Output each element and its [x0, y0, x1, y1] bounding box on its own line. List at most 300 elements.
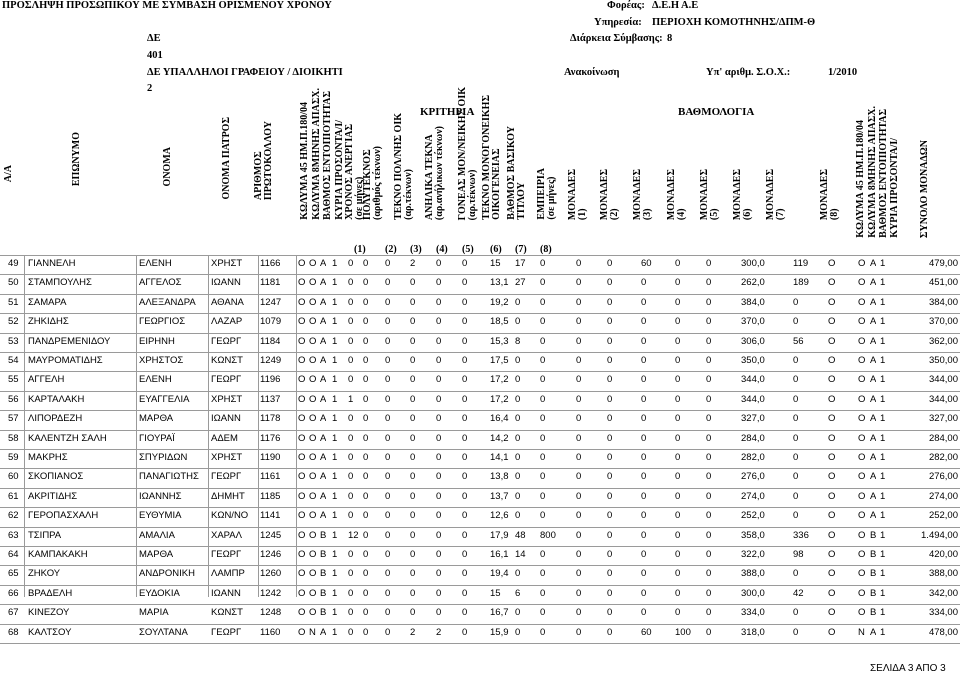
cell-kolyma45: Ο	[298, 452, 306, 463]
cell-monades-6: 0	[706, 529, 712, 541]
cell-patros: ΧΡΗΣΤ	[211, 258, 243, 269]
cell-monades-4: 0	[641, 413, 647, 425]
cell-monades-4: 0	[641, 587, 647, 599]
cell-kolyma8: Ο	[309, 490, 317, 502]
table-row	[0, 333, 960, 352]
cell-kyria-prosonta: 1	[332, 607, 338, 619]
cell-kyria-prosonta: 1	[332, 432, 338, 444]
col-empeiria: ΕΜΠΕΙΡΙΑ (σε μήνες)	[536, 168, 557, 220]
cell-monades-2: 0	[576, 258, 582, 269]
column-headers	[0, 86, 960, 255]
cell-monades-6: 0	[706, 432, 712, 444]
cell-kolyma8: Ο	[309, 510, 317, 522]
cell-onoma: ΕΙΡΗΝΗ	[139, 335, 175, 347]
cell-empeiria: 0	[515, 568, 521, 580]
cell-monades-3: 0	[607, 335, 613, 347]
cell-kyria-prosonta: 1	[332, 510, 338, 522]
cell-aa: 53	[8, 335, 19, 347]
cell-vathmos-entopiotitas: Α	[320, 510, 327, 522]
cell-monades-6: 0	[706, 296, 712, 308]
cell-polyteknos: 0	[363, 529, 369, 541]
sub-number-3: (3)	[410, 244, 422, 255]
sub-number-4: (4)	[436, 244, 448, 255]
cell-eponymo: ΖΗΚΙΔΗΣ	[28, 316, 69, 328]
cell-onoma: ΜΑΡΘΑ	[139, 413, 174, 425]
cell-monades-4: 0	[641, 490, 647, 502]
cell-anilika-tekna: 0	[410, 607, 416, 619]
cell-monades-5: 0	[675, 393, 681, 405]
cell-synolo-monadon: 478,00	[928, 626, 958, 638]
cell-patros: ΧΑΡΑΛ	[211, 529, 242, 541]
cell-tekno-polyteknis: 0	[385, 258, 391, 269]
cell-vathmos-titlou: 12,6	[490, 510, 509, 522]
cell-protokollou: 1141	[260, 510, 281, 522]
cell-eponymo: ΒΡΑΔΕΛΗ	[28, 587, 73, 599]
cell-aa: 49	[8, 258, 19, 269]
cell-anilika-tekna: 0	[410, 413, 416, 425]
cell-monades-7: 300,0	[741, 258, 765, 269]
cell-onoma: ΕΥΘΥΜΙΑ	[139, 510, 182, 522]
table-row	[0, 507, 960, 526]
cell-polyteknos: 0	[363, 296, 369, 308]
cell-monades-4: 0	[641, 432, 647, 444]
cell-kolyma45: Ο	[298, 529, 306, 541]
cell-goneas-monogoneikis: 0	[436, 296, 442, 308]
cell-protokollou: 1185	[260, 490, 281, 502]
cell-monades-5: 0	[675, 529, 681, 541]
cell-anergia: 0	[348, 626, 354, 638]
cell-synolo-monadon: 479,00	[928, 258, 958, 269]
document-title: ΠΡΟΣΛΗΨΗ ΠΡΟΣΩΠΙΚΟΥ ΜΕ ΣΥΜΒΑΣΗ ΟΡΙΣΜΕΝΟΥ ΧΡΟΝΟΥ	[2, 0, 332, 11]
cell-monades-3: 0	[607, 277, 613, 289]
cell-goneas-monogoneikis: 0	[436, 374, 442, 386]
cell-monades-5: 0	[675, 490, 681, 502]
table-row	[0, 449, 960, 468]
cell-vathmos-titlou: 18,5	[490, 316, 509, 328]
cell-kolyma8-b: Ο	[858, 355, 866, 366]
cell-monades-2: 0	[576, 626, 582, 638]
cell-patros: ΙΩΑΝΝ	[211, 277, 241, 289]
cell-vathmos-entopiotitas-b: Β	[870, 568, 877, 580]
cell-onoma: ΑΝΔΡΟΝΙΚΗ	[139, 568, 195, 580]
cell-vathmos-titlou: 13,8	[490, 471, 509, 483]
cell-polyteknos: 0	[363, 432, 369, 444]
specialty: ΔΕ ΥΠΑΛΛΗΛΟΙ ΓΡΑΦΕΙΟΥ / ΔΙΟΙΚΗΤΙ	[147, 67, 343, 78]
cell-monades-2: 0	[576, 277, 582, 289]
cell-polyteknos: 0	[363, 277, 369, 289]
col-kolyma45-b: ΚΩΛΥΜΑ 45 ΗΜ.Π.180/04	[855, 120, 866, 238]
cell-monades-4: 0	[641, 316, 647, 328]
cell-vathmos-titlou: 17,2	[490, 393, 509, 405]
cell-patros: ΑΔΕΜ	[211, 432, 238, 444]
cell-anilika-tekna: 0	[410, 587, 416, 599]
cell-eponymo: ΣΑΜΑΡΑ	[28, 296, 67, 308]
cell-eponymo: ΜΑΚΡΗΣ	[28, 452, 68, 463]
cell-anilika-tekna: 0	[410, 452, 416, 463]
sub-number-2: (2)	[385, 244, 397, 255]
cell-vathmos-entopiotitas-b: Α	[870, 510, 877, 522]
cell-eponymo: ΑΚΡΙΤΙΔΗΣ	[28, 490, 78, 502]
cell-kolyma45-b: Ο	[828, 471, 836, 483]
cell-empeiria: 27	[515, 277, 526, 289]
col-monades-4: ΜΟΝΑΔΕΣ (4)	[666, 168, 687, 220]
vathmologia-group-heading: ΒΑΘΜΟΛΟΓΙΑ	[678, 106, 755, 118]
cell-monades-6: 0	[706, 258, 712, 269]
cell-monades-6: 0	[706, 277, 712, 289]
cell-monades-8: 0	[793, 490, 799, 502]
cell-protokollou: 1181	[260, 277, 281, 289]
cell-tekno-polyteknis: 0	[385, 374, 391, 386]
cell-monades-3: 0	[607, 490, 613, 502]
cell-kyria-prosonta-b: 1	[880, 277, 886, 289]
cell-monades-6: 0	[706, 490, 712, 502]
cell-monades-5: 0	[675, 277, 681, 289]
cell-kyria-prosonta: 1	[332, 296, 338, 308]
cell-monades-8: 0	[793, 471, 799, 483]
cell-tekno-monogoneikis: 0	[462, 549, 468, 560]
cell-synolo-monadon: 350,00	[928, 355, 958, 366]
grid-line	[24, 255, 25, 597]
cell-protokollou: 1196	[260, 374, 281, 386]
cell-kolyma8: Ο	[309, 432, 317, 444]
cell-monades-7: 262,0	[741, 277, 765, 289]
cell-kolyma8: Ο	[309, 374, 317, 386]
cell-patros: ΑΘΑΝΑ	[211, 296, 244, 308]
col-monades-6: ΜΟΝΑΔΕΣ (6)	[732, 168, 753, 220]
cell-monades-3: 0	[607, 471, 613, 483]
cell-anilika-tekna: 0	[410, 490, 416, 502]
cell-monades-7: 306,0	[741, 335, 765, 347]
cell-empeiria: 0	[515, 296, 521, 308]
cell-polyteknos: 0	[363, 452, 369, 463]
cell-kolyma8-b: Ο	[858, 510, 866, 522]
cell-onoma: ΓΕΩΡΓΙΟΣ	[139, 316, 186, 328]
cell-monades-7: 327,0	[741, 413, 765, 425]
cell-eponymo: ΚΑΜΠΑΚΑΚΗ	[28, 549, 88, 560]
cell-vathmos-entopiotitas-b: Α	[870, 258, 877, 269]
cell-vathmos-entopiotitas: Α	[320, 258, 327, 269]
cell-polyteknos: 0	[363, 471, 369, 483]
cell-monades-3: 0	[607, 510, 613, 522]
cell-monades-7: 318,0	[741, 626, 765, 638]
cell-kyria-prosonta-b: 1	[880, 258, 886, 269]
cell-synolo-monadon: 1.494,00	[921, 529, 958, 541]
cell-kolyma45-b: Ο	[828, 393, 836, 405]
cell-anergia: 0	[348, 432, 354, 444]
cell-monades-1: 0	[540, 549, 546, 560]
table-row	[0, 488, 960, 507]
cell-protokollou: 1079	[260, 316, 282, 328]
cell-vathmos-titlou: 16,4	[490, 413, 509, 425]
position-count: 2	[147, 83, 153, 94]
cell-protokollou: 1160	[260, 626, 281, 638]
cell-monades-3: 0	[607, 258, 613, 269]
cell-kyria-prosonta-b: 1	[880, 471, 886, 483]
cell-kolyma45-b: Ο	[828, 452, 836, 463]
cell-vathmos-entopiotitas-b: Α	[870, 393, 877, 405]
cell-aa: 50	[8, 277, 19, 289]
cell-tekno-monogoneikis: 0	[462, 626, 468, 638]
cell-monades-7: 252,0	[741, 510, 765, 522]
cell-synolo-monadon: 252,00	[928, 510, 958, 522]
table-row	[0, 274, 960, 293]
cell-vathmos-entopiotitas: Β	[320, 587, 327, 599]
cell-patros: ΚΩΝΣΤ	[211, 355, 243, 366]
cell-onoma: ΣΠΥΡΙΔΩΝ	[139, 452, 188, 463]
cell-kyria-prosonta-b: 1	[880, 335, 886, 347]
table-row	[0, 565, 960, 584]
page-indicator: ΣΕΛΙΔΑ 3 ΑΠΟ 3	[870, 663, 946, 674]
cell-onoma: ΑΜΑΛΙΑ	[139, 529, 175, 541]
cell-aa: 55	[8, 374, 19, 386]
cell-protokollou: 1246	[260, 549, 282, 560]
cell-aa: 64	[8, 549, 19, 560]
cell-protokollou: 1249	[260, 355, 282, 366]
cell-kolyma8-b: Ο	[858, 490, 866, 502]
cell-polyteknos: 0	[363, 490, 369, 502]
cell-monades-2: 0	[576, 413, 582, 425]
cell-monades-1: 0	[540, 355, 546, 366]
col-monades-3: ΜΟΝΑΔΕΣ (3)	[632, 168, 653, 220]
cell-vathmos-entopiotitas: Α	[320, 393, 327, 405]
cell-synolo-monadon: 334,00	[928, 607, 958, 619]
cell-aa: 59	[8, 452, 19, 463]
cell-anilika-tekna: 0	[410, 374, 416, 386]
cell-monades-5: 0	[675, 587, 681, 599]
cell-kolyma45: Ο	[298, 490, 306, 502]
cell-monades-2: 0	[576, 529, 582, 541]
cell-tekno-polyteknis: 0	[385, 490, 391, 502]
cell-eponymo: ΑΓΓΕΛΗ	[28, 374, 65, 386]
cell-synolo-monadon: 451,00	[928, 277, 958, 289]
cell-vathmos-titlou: 15,9	[490, 626, 509, 638]
cell-polyteknos: 0	[363, 587, 369, 599]
cell-kolyma45: Ο	[298, 258, 306, 269]
cell-vathmos-entopiotitas-b: Α	[870, 374, 877, 386]
cell-monades-4: 0	[641, 529, 647, 541]
cell-kolyma8-b: Ο	[858, 296, 866, 308]
cell-monades-4: 0	[641, 452, 647, 463]
cell-monades-5: 0	[675, 510, 681, 522]
table-row	[0, 430, 960, 449]
cell-kyria-prosonta: 1	[332, 471, 338, 483]
position-code: 401	[147, 50, 163, 61]
ypiresia-value: ΠΕΡΙΟΧΗ ΚΟΜΟΤΗΝΗΣ/ΔΠΜ-Θ	[652, 17, 816, 28]
cell-monades-7: 274,0	[741, 490, 765, 502]
cell-aa: 58	[8, 432, 19, 444]
cell-tekno-polyteknis: 0	[385, 626, 391, 638]
cell-anergia: 0	[348, 510, 354, 522]
col-polyteknos: ΠΟΛΥΤΕΚΝΟΣ (αριθμός τέκνων)	[362, 146, 383, 220]
cell-monades-7: 344,0	[741, 374, 765, 386]
cell-monades-2: 0	[576, 607, 582, 619]
cell-monades-5: 100	[675, 626, 691, 638]
cell-vathmos-titlou: 15	[490, 258, 501, 269]
cell-eponymo: ΜΑΥΡΟΜΑΤΙΔΗΣ	[28, 355, 103, 366]
cell-monades-6: 0	[706, 374, 712, 386]
cell-kyria-prosonta-b: 1	[880, 568, 886, 580]
cell-anergia: 0	[348, 335, 354, 347]
cell-kolyma45-b: Ο	[828, 490, 836, 502]
cell-onoma: ΕΛΕΝΗ	[139, 374, 172, 386]
col-onoma: ΟΝΟΜΑ	[162, 146, 173, 186]
cell-kolyma8-b: Ο	[858, 587, 866, 599]
cell-monades-5: 0	[675, 296, 681, 308]
cell-goneas-monogoneikis: 0	[436, 355, 442, 366]
cell-monades-4: 0	[641, 510, 647, 522]
cell-tekno-monogoneikis: 0	[462, 393, 468, 405]
cell-synolo-monadon: 342,00	[928, 587, 958, 599]
cell-monades-3: 0	[607, 549, 613, 560]
cell-tekno-monogoneikis: 0	[462, 413, 468, 425]
cell-patros: ΙΩΑΝΝ	[211, 413, 241, 425]
cell-vathmos-entopiotitas: Β	[320, 607, 327, 619]
cell-eponymo: ΚΑΛΕΝΤΖΗ ΣΑΛΗ	[28, 432, 107, 444]
cell-vathmos-entopiotitas-b: Α	[870, 452, 877, 463]
col-anilika-tekna: ΑΝΗΛΙΚΑ ΤΕΚΝΑ (αρ.ανήλικων τέκνων)	[424, 125, 445, 220]
cell-patros: ΓΕΩΡΓ	[211, 471, 242, 483]
cell-tekno-monogoneikis: 0	[462, 452, 468, 463]
cell-anergia: 12	[348, 529, 359, 541]
cell-kolyma45-b: Ο	[828, 413, 836, 425]
cell-monades-2: 0	[576, 355, 582, 366]
cell-vathmos-entopiotitas-b: Β	[870, 549, 877, 560]
sub-number-8: (8)	[540, 244, 552, 255]
cell-eponymo: ΤΣΙΠΡΑ	[28, 529, 62, 541]
table-row	[0, 294, 960, 313]
cell-kyria-prosonta-b: 1	[880, 413, 886, 425]
cell-tekno-polyteknis: 0	[385, 510, 391, 522]
grid-line	[208, 255, 209, 597]
cell-eponymo: ΚΙΝΕΖΟΥ	[28, 607, 70, 619]
cell-kolyma8-b: Ο	[858, 568, 866, 580]
col-anergia: ΧΡΟΝΟΣ ΑΝΕΡΓΙΑΣ (σε μήνες)	[344, 124, 365, 220]
cell-monades-7: 350,0	[741, 355, 765, 366]
cell-kyria-prosonta-b: 1	[880, 374, 886, 386]
cell-eponymo: ΣΚΟΠΙΑΝΟΣ	[28, 471, 84, 483]
cell-synolo-monadon: 284,00	[928, 432, 958, 444]
cell-monades-6: 0	[706, 471, 712, 483]
cell-kyria-prosonta-b: 1	[880, 587, 886, 599]
cell-monades-1: 0	[540, 471, 546, 483]
cell-monades-1: 0	[540, 393, 546, 405]
cell-monades-1: 0	[540, 587, 546, 599]
cell-monades-6: 0	[706, 413, 712, 425]
cell-monades-7: 358,0	[741, 529, 765, 541]
cell-tekno-polyteknis: 0	[385, 432, 391, 444]
cell-aa: 57	[8, 413, 19, 425]
cell-empeiria: 48	[515, 529, 526, 541]
cell-protokollou: 1161	[260, 471, 281, 483]
cell-anergia: 0	[348, 277, 354, 289]
cell-patros: ΓΕΩΡΓ	[211, 549, 242, 560]
anakoinosi-label: Ανακοίνωση	[564, 67, 620, 78]
grid-line	[136, 255, 137, 597]
col-vathmos-entopiotitas-b: ΒΑΘΜΟΣ ΕΝΤΟΠΙΟΤΗΤΑΣ	[878, 109, 889, 238]
cell-monades-2: 0	[576, 510, 582, 522]
cell-patros: ΔΗΜΗΤ	[211, 490, 245, 502]
cell-kolyma8-b: Ν	[858, 626, 865, 638]
cell-monades-7: 282,0	[741, 452, 765, 463]
cell-monades-8: 0	[793, 296, 799, 308]
cell-kolyma45: Ο	[298, 316, 306, 328]
col-kolyma8: ΚΩΛΥΜΑ 8ΜΗΝΗΣ ΑΠΑΣΧ.	[311, 88, 322, 220]
col-monades-7: ΜΟΝΑΔΕΣ (7)	[765, 168, 786, 220]
cell-anergia: 0	[348, 587, 354, 599]
cell-kyria-prosonta-b: 1	[880, 355, 886, 366]
cell-synolo-monadon: 362,00	[928, 335, 958, 347]
cell-empeiria: 14	[515, 549, 526, 560]
cell-aa: 61	[8, 490, 19, 502]
cell-anilika-tekna: 0	[410, 296, 416, 308]
cell-vathmos-entopiotitas-b: Α	[870, 277, 877, 289]
cell-monades-8: 0	[793, 626, 799, 638]
cell-monades-4: 0	[641, 296, 647, 308]
cell-eponymo: ΠΑΝΔΡΕΜΕΝΙΔΟΥ	[28, 335, 111, 347]
cell-kyria-prosonta-b: 1	[880, 316, 886, 328]
cell-tekno-monogoneikis: 0	[462, 258, 468, 269]
cell-kolyma8: Ο	[309, 277, 317, 289]
cell-monades-5: 0	[675, 335, 681, 347]
cell-synolo-monadon: 282,00	[928, 452, 958, 463]
cell-vathmos-titlou: 19,4	[490, 568, 509, 580]
cell-kolyma8: Ο	[309, 296, 317, 308]
cell-kolyma45-b: Ο	[828, 335, 836, 347]
cell-protokollou: 1176	[260, 432, 281, 444]
cell-kyria-prosonta: 1	[332, 355, 338, 366]
cell-monades-4: 0	[641, 607, 647, 619]
cell-vathmos-entopiotitas: Α	[320, 374, 327, 386]
cell-kyria-prosonta: 1	[332, 490, 338, 502]
cell-tekno-polyteknis: 0	[385, 355, 391, 366]
cell-anilika-tekna: 0	[410, 471, 416, 483]
sub-number-1: (1)	[354, 244, 366, 255]
cell-kolyma8: Ν	[309, 626, 316, 638]
table-row	[0, 391, 960, 410]
col-monades-1: ΜΟΝΑΔΕΣ (1)	[567, 168, 588, 220]
cell-kyria-prosonta-b: 1	[880, 549, 886, 560]
cell-kolyma45: Ο	[298, 277, 306, 289]
cell-tekno-monogoneikis: 0	[462, 316, 468, 328]
cell-monades-1: 0	[540, 335, 546, 347]
cell-monades-1: 0	[540, 296, 546, 308]
cell-onoma: ΑΛΕΞΑΝΔΡΑ	[139, 296, 196, 308]
cell-goneas-monogoneikis: 0	[436, 568, 442, 580]
cell-vathmos-entopiotitas-b: Α	[870, 355, 877, 366]
cell-vathmos-entopiotitas-b: Α	[870, 432, 877, 444]
cell-kyria-prosonta-b: 1	[880, 607, 886, 619]
cell-empeiria: 6	[515, 587, 521, 599]
cell-vathmos-titlou: 14,2	[490, 432, 509, 444]
cell-goneas-monogoneikis: 0	[436, 277, 442, 289]
cell-monades-8: 0	[793, 374, 799, 386]
cell-tekno-polyteknis: 0	[385, 471, 391, 483]
cell-monades-3: 0	[607, 568, 613, 580]
cell-patros: ΚΩΝ/ΝΟ	[211, 510, 249, 522]
cell-kolyma8-b: Ο	[858, 316, 866, 328]
cell-kolyma8-b: Ο	[858, 549, 866, 560]
cell-synolo-monadon: 344,00	[928, 374, 958, 386]
cell-kolyma45: Ο	[298, 335, 306, 347]
cell-goneas-monogoneikis: 0	[436, 452, 442, 463]
cell-tekno-monogoneikis: 0	[462, 587, 468, 599]
cell-monades-1: 0	[540, 277, 546, 289]
cell-kolyma45-b: Ο	[828, 626, 836, 638]
cell-vathmos-entopiotitas-b: Β	[870, 607, 877, 619]
col-synolo-monadon: ΣΥΝΟΛΟ ΜΟΝΑΔΩΝ	[919, 139, 930, 238]
cell-anergia: 0	[348, 607, 354, 619]
cell-polyteknos: 0	[363, 393, 369, 405]
